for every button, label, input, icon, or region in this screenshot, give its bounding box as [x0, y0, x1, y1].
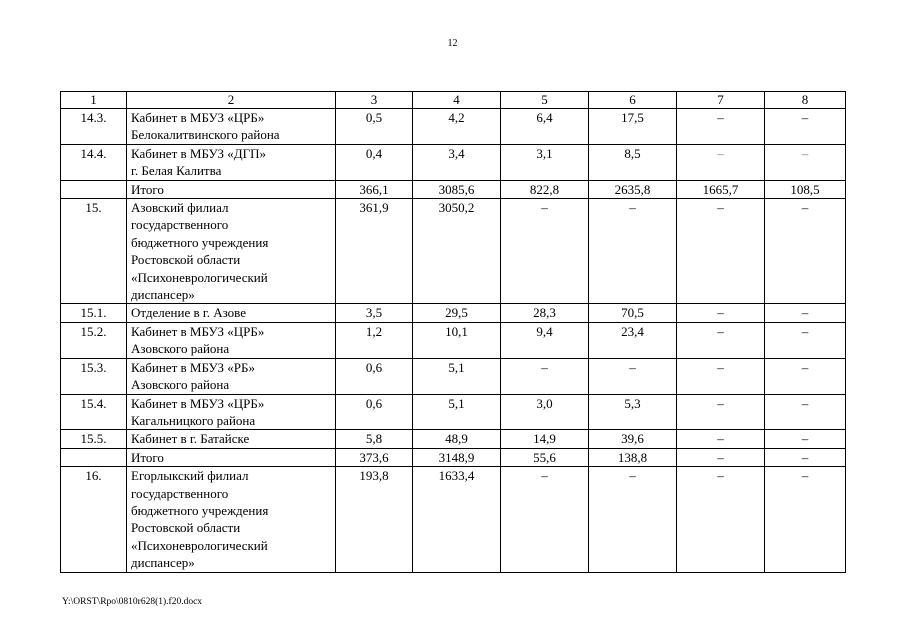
- table-row: [61, 180, 846, 198]
- value-cell: 1,2: [336, 322, 413, 358]
- value-cell: 2635,8: [589, 180, 677, 198]
- value-cell: 3,4: [413, 144, 501, 180]
- value-cell: –: [677, 394, 765, 430]
- value-cell: 373,6: [336, 448, 413, 466]
- value-cell: –: [765, 322, 846, 358]
- value-cell: –: [677, 199, 765, 304]
- value-cell: –: [765, 358, 846, 394]
- row-name-cell: Кабинет в МБУЗ «ЦРБ» Азовского района: [127, 322, 336, 358]
- value-cell: –: [765, 430, 846, 448]
- row-name-cell: Кабинет в МБУЗ «ДГП» г. Белая Калитва: [127, 144, 336, 180]
- footer-file-path: Y:\ORST\Rpo\0810r628(1).f20.docx: [62, 597, 203, 607]
- value-cell: 17,5: [589, 109, 677, 145]
- value-cell: –: [589, 199, 677, 304]
- header-cell: 5: [501, 92, 589, 109]
- value-cell: –: [677, 109, 765, 145]
- value-cell: 29,5: [413, 304, 501, 322]
- value-cell: 14,9: [501, 430, 589, 448]
- table-row: [61, 467, 846, 572]
- value-cell: 5,8: [336, 430, 413, 448]
- header-cell: 7: [677, 92, 765, 109]
- value-cell: 48,9: [413, 430, 501, 448]
- row-name-cell: Итого: [127, 448, 336, 466]
- value-cell: 366,1: [336, 180, 413, 198]
- value-cell: –: [765, 304, 846, 322]
- header-cell: 2: [127, 92, 336, 109]
- header-cell: 1: [61, 92, 127, 109]
- value-cell: –: [765, 199, 846, 304]
- value-cell: 138,8: [589, 448, 677, 466]
- table-row: [61, 430, 846, 448]
- table-row: [61, 144, 846, 180]
- value-cell: 3085,6: [413, 180, 501, 198]
- value-cell: 1633,4: [413, 467, 501, 572]
- table-body: [61, 92, 846, 573]
- value-cell: –: [677, 448, 765, 466]
- value-cell: 1665,7: [677, 180, 765, 198]
- row-name-cell: Кабинет в МБУЗ «РБ» Азовского района: [127, 358, 336, 394]
- value-cell: –: [677, 144, 765, 180]
- row-number-cell: [61, 180, 127, 198]
- row-number-cell: 14.3.: [61, 109, 127, 145]
- value-cell: 8,5: [589, 144, 677, 180]
- value-cell: 3,0: [501, 394, 589, 430]
- value-cell: 0,5: [336, 109, 413, 145]
- value-cell: 3050,2: [413, 199, 501, 304]
- value-cell: –: [765, 467, 846, 572]
- value-cell: –: [501, 358, 589, 394]
- value-cell: 108,5: [765, 180, 846, 198]
- row-number-cell: 15.4.: [61, 394, 127, 430]
- value-cell: –: [765, 448, 846, 466]
- value-cell: –: [765, 109, 846, 145]
- row-name-cell: Отделение в г. Азове: [127, 304, 336, 322]
- table-header-row: [61, 92, 846, 109]
- header-cell: 4: [413, 92, 501, 109]
- value-cell: –: [501, 199, 589, 304]
- value-cell: 10,1: [413, 322, 501, 358]
- table-row: [61, 448, 846, 466]
- data-table: [60, 91, 846, 573]
- header-cell: 6: [589, 92, 677, 109]
- row-name-cell: Итого: [127, 180, 336, 198]
- header-cell: 8: [765, 92, 846, 109]
- row-number-cell: [61, 448, 127, 466]
- value-cell: 4,2: [413, 109, 501, 145]
- table-row: [61, 358, 846, 394]
- row-name-cell: Азовский филиал государственного бюджетного учреждения Ростовской области «Психоневрологический диспансер»: [127, 199, 336, 304]
- value-cell: 23,4: [589, 322, 677, 358]
- row-name-cell: Кабинет в г. Батайске: [127, 430, 336, 448]
- row-number-cell: 15.2.: [61, 322, 127, 358]
- value-cell: 39,6: [589, 430, 677, 448]
- page-number: 12: [447, 38, 458, 49]
- table-row: [61, 394, 846, 430]
- value-cell: –: [677, 358, 765, 394]
- row-name-cell: Егорлыкский филиал государственного бюджетного учреждения Ростовской области «Психоневрологический диспансер»: [127, 467, 336, 572]
- value-cell: 6,4: [501, 109, 589, 145]
- row-name-cell: Кабинет в МБУЗ «ЦРБ» Кагальницкого района: [127, 394, 336, 430]
- row-name-cell: Кабинет в МБУЗ «ЦРБ» Белокалитвинского района: [127, 109, 336, 145]
- value-cell: 3,5: [336, 304, 413, 322]
- value-cell: –: [765, 394, 846, 430]
- row-number-cell: 14.4.: [61, 144, 127, 180]
- value-cell: –: [589, 467, 677, 572]
- value-cell: 3,1: [501, 144, 589, 180]
- value-cell: –: [589, 358, 677, 394]
- value-cell: 28,3: [501, 304, 589, 322]
- table-row: [61, 199, 846, 304]
- row-number-cell: 16.: [61, 467, 127, 572]
- value-cell: –: [677, 467, 765, 572]
- header-cell: 3: [336, 92, 413, 109]
- value-cell: 70,5: [589, 304, 677, 322]
- value-cell: 0,6: [336, 358, 413, 394]
- row-number-cell: 15.1.: [61, 304, 127, 322]
- value-cell: 0,6: [336, 394, 413, 430]
- row-number-cell: 15.: [61, 199, 127, 304]
- value-cell: 55,6: [501, 448, 589, 466]
- value-cell: –: [677, 322, 765, 358]
- value-cell: 193,8: [336, 467, 413, 572]
- value-cell: –: [765, 144, 846, 180]
- table-row: [61, 109, 846, 145]
- value-cell: 5,1: [413, 394, 501, 430]
- row-number-cell: 15.3.: [61, 358, 127, 394]
- value-cell: 9,4: [501, 322, 589, 358]
- value-cell: 3148,9: [413, 448, 501, 466]
- value-cell: –: [501, 467, 589, 572]
- value-cell: 361,9: [336, 199, 413, 304]
- value-cell: 0,4: [336, 144, 413, 180]
- value-cell: 5,1: [413, 358, 501, 394]
- row-number-cell: 15.5.: [61, 430, 127, 448]
- table-row: [61, 304, 846, 322]
- value-cell: 5,3: [589, 394, 677, 430]
- value-cell: –: [677, 304, 765, 322]
- value-cell: –: [677, 430, 765, 448]
- table-row: [61, 322, 846, 358]
- value-cell: 822,8: [501, 180, 589, 198]
